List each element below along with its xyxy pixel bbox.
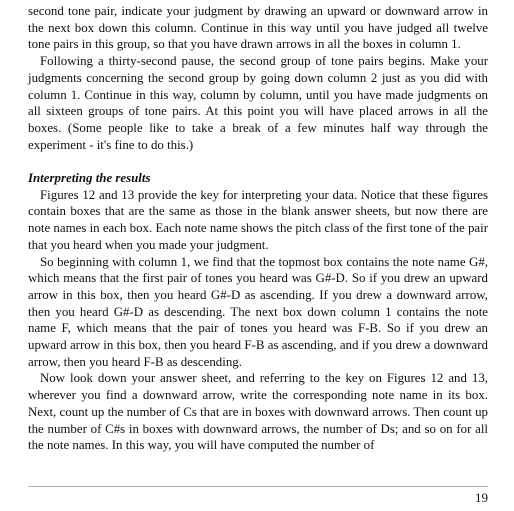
section-heading: Interpreting the results bbox=[28, 171, 151, 186]
paragraph-column-one: So beginning with column 1, we find that the topmost box contains the note name G#, which means that the first pair of tones you heard was G#-D. So if you drew an upward arrow in this box, then you heard G#-D as ascending. If you drew a downward arrow, then you heard G#-D as descending. The next box down column 1 contains the note name F, which means that the pair of tones you heard was F-B. So if you drew an upward arrow in this box, then you heard F-B as ascending, and if you drew a downward arrow, then you heard F-B as descending. bbox=[28, 254, 488, 369]
paragraph-figures-key: Figures 12 and 13 provide the key for interpreting your data. Notice that these figures contain boxes that are the same as those in the blank answer sheets, but now there are note names in each box. Each note name shows the pitch class of the first tone of the pair that you heard when you made your judgment. bbox=[28, 187, 488, 252]
page-number: 19 bbox=[475, 490, 488, 505]
paragraph-answer-sheet: Now look down your answer sheet, and referring to the key on Figures 12 and 13, wherever you find a downward arrow, write the corresponding note name in its box. Next, count up the number of Cs that are in boxes with downward arrows. Then count up the number of C#s in boxes with downward arrows, the number of Ds; and so on for all the note names. In this way, you will have computed the number of bbox=[28, 371, 488, 453]
page-body bbox=[28, 3, 488, 454]
footer-divider bbox=[28, 486, 488, 487]
paragraph-second-group: Following a thirty-second pause, the second group of tone pairs begins. Make your judgments concerning the second group by going down column 2 just as you did with column 1. Continue in this way, column by column, until you have made judgments on all sixteen groups of tone pairs. At this point you will have placed arrows in all the boxes. (Some people like to take a break of a few minutes half way through the experiment - it's fine to do this.) bbox=[28, 54, 488, 152]
paragraph-continuation: second tone pair, indicate your judgment by drawing an upward or downward arrow in the next box down this column. Continue in this way until you have judged all twelve tone pairs in this group, so that you have drawn arrows in all the boxes in column 1. bbox=[28, 4, 488, 52]
